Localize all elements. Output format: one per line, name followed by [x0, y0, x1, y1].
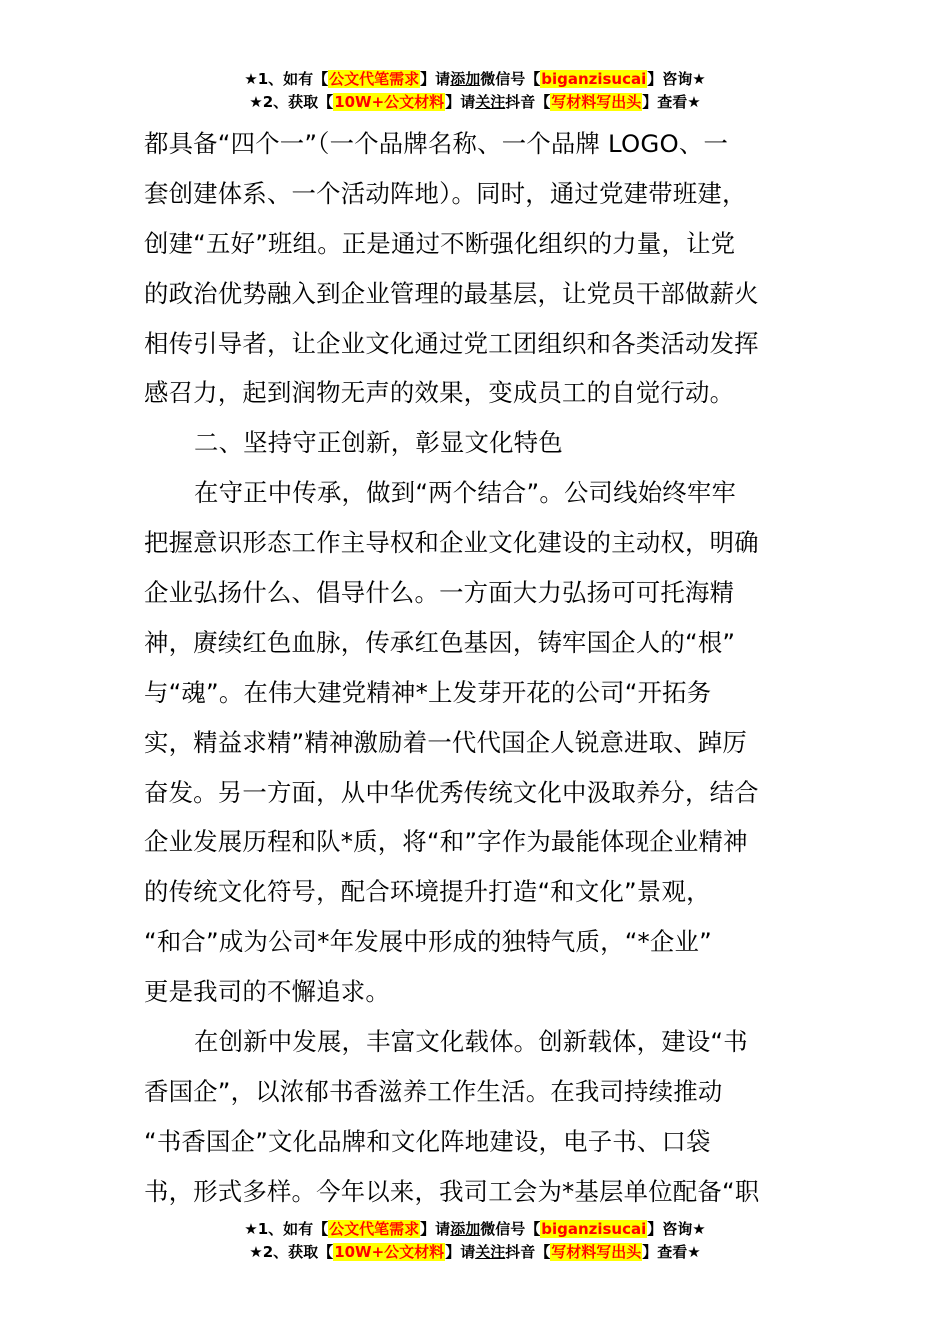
- banner-line-2: ★2、获取【10W+公文材料】请关注抖音【写材料写出头】查看★: [249, 1243, 701, 1261]
- banner-line-1: ★1、如有【公文代笔需求】请添加微信号【biganzisucai】咨询★: [244, 70, 706, 88]
- highlight-service: 公文代笔需求: [329, 70, 420, 88]
- text-line: 套创建体系、一个活动阵地）。同时，通过党建带班建，: [144, 178, 747, 208]
- text-line: 奋发。另一方面，从中华优秀传统文化中汲取养分，结合: [144, 777, 759, 807]
- text-line: “书香国企”文化品牌和文化阵地建设，电子书、口袋: [144, 1126, 711, 1156]
- text-line: 香国企”，以浓郁书香滋养工作生活。在我司持续推动: [144, 1076, 723, 1106]
- underlined-word: 添加: [450, 1220, 481, 1238]
- text-line: 创建“五好”班组。正是通过不断强化组织的力量，让党: [144, 228, 736, 258]
- text-line: 把握意识形态工作主导权和企业文化建设的主动权，明确: [144, 528, 759, 558]
- text-line: 企业弘扬什么、倡导什么。一方面大力弘扬可可托海精: [144, 578, 735, 608]
- highlight-douyin-account: 写材料写出头: [551, 1243, 642, 1261]
- banner-line-1: ★1、如有【公文代笔需求】请添加微信号【biganzisucai】咨询★: [244, 1220, 706, 1238]
- header-banner: [0, 68, 950, 114]
- underlined-word: 添加: [450, 70, 481, 88]
- underlined-word: 关注: [475, 1243, 506, 1261]
- text-line: 都具备“四个一”（一个品牌名称、一个品牌 LOGO、一: [144, 129, 729, 158]
- text-line: 企业发展历程和队*质，将“和”字作为最能体现企业精神: [144, 827, 748, 857]
- text-line: 实，精益求精”精神激励着一代代国企人锐意进取、踔厉: [144, 727, 748, 757]
- text-line: 更是我司的不懈追求。: [144, 977, 390, 1007]
- text-line: 感召力，起到润物无声的效果，变成员工的自觉行动。: [144, 378, 735, 408]
- text-line: 的政治优势融入到企业管理的最基层，让党员干部做薪火: [144, 278, 759, 308]
- highlight-wechat-id: biganzisucai: [541, 70, 647, 88]
- section-heading: 二、坚持守正创新，彰显文化特色: [194, 428, 563, 458]
- highlight-service: 公文代笔需求: [329, 1220, 420, 1238]
- highlight-materials: 10W+公文材料: [334, 1243, 445, 1261]
- footer-banner: [0, 1218, 950, 1264]
- text-line: 相传引导者，让企业文化通过党工团组织和各类活动发挥: [144, 328, 759, 358]
- text-line: 书，形式多样。今年以来，我司工会为*基层单位配备“职: [144, 1176, 760, 1206]
- paragraph-start: 在守正中传承，做到“两个结合”。公司线始终牢牢: [194, 478, 737, 508]
- highlight-wechat-id: biganzisucai: [541, 1220, 647, 1238]
- highlight-douyin-account: 写材料写出头: [551, 93, 642, 111]
- text-line: 神，赓续红色血脉，传承红色基因，铸牢国企人的“根”: [144, 627, 736, 657]
- highlight-materials: 10W+公文材料: [334, 93, 445, 111]
- banner-line-2: ★2、获取【10W+公文材料】请关注抖音【写材料写出头】查看★: [249, 93, 701, 111]
- text-line: 与“魂”。在伟大建党精神*上发芽开花的公司“开拓务: [144, 677, 712, 707]
- text-line: “和合”成为公司*年发展中形成的独特气质，“*企业”: [144, 927, 712, 957]
- underlined-word: 关注: [475, 93, 506, 111]
- paragraph-start: 在创新中发展，丰富文化载体。创新载体，建设“书: [194, 1027, 748, 1057]
- text-line: 的传统文化符号，配合环境提升打造“和文化”景观，: [144, 877, 711, 907]
- document-body: [144, 119, 810, 1217]
